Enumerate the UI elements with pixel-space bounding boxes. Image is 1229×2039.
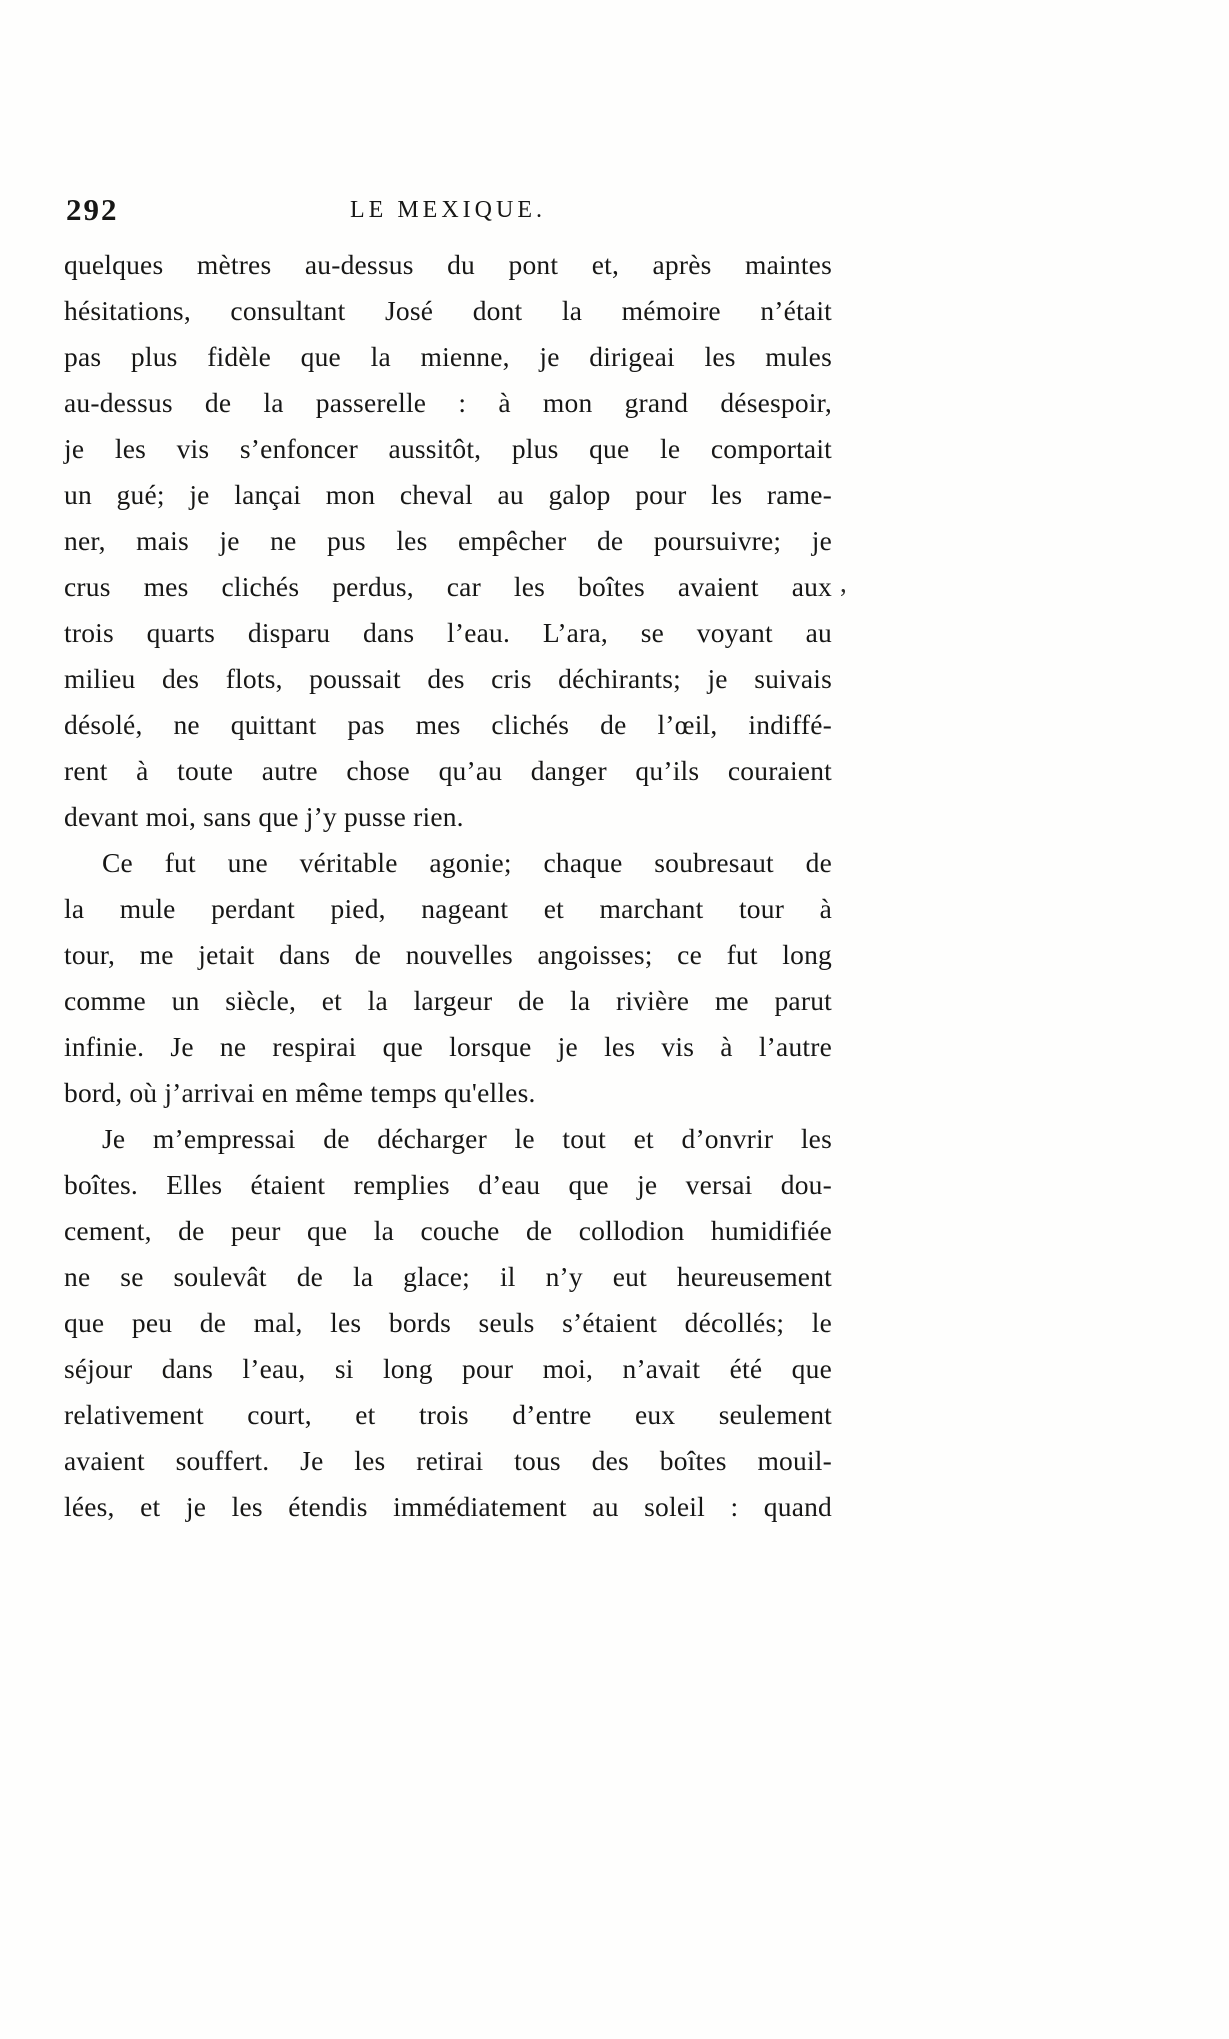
- page-header: [64, 192, 832, 242]
- text-line: séjour dans l’eau, si long pour moi, n’avait été que: [64, 1353, 832, 1384]
- text-line: infinie. Je ne respirai que lorsque je les vis à l’autre: [64, 1031, 832, 1062]
- text-line: hésitations, consultant José dont la mémoire n’était: [64, 295, 832, 326]
- text-line: désolé, ne quittant pas mes clichés de l’œil, indiffé-: [64, 709, 832, 740]
- text-line: trois quarts disparu dans l’eau. L’ara, se voyant au: [64, 617, 832, 648]
- text-line: cement, de peur que la couche de collodion humidifiée: [64, 1215, 832, 1246]
- text-line: que peu de mal, les bords seuls s’étaient décollés; le: [64, 1307, 832, 1338]
- text-line: boîtes. Elles étaient remplies d’eau que je versai dou-: [64, 1169, 832, 1200]
- margin-stray-mark: ,: [840, 568, 847, 598]
- text-line: devant moi, sans que j’y pusse rien.: [64, 801, 464, 832]
- text-line: lées, et je les étendis immédiatement au soleil : quand: [64, 1491, 832, 1522]
- text-block: [64, 192, 847, 1530]
- text-line: crus mes clichés perdus, car les boîtes avaient aux: [64, 571, 832, 602]
- text-line: bord, où j’arrivai en même temps qu'elles.: [64, 1077, 536, 1108]
- text-line: comme un siècle, et la largeur de la rivière me parut: [64, 985, 832, 1016]
- text-line: Je m’empressai de décharger le tout et d’onvrir les: [102, 1123, 832, 1154]
- text-line: ner, mais je ne pus les empêcher de poursuivre; je: [64, 525, 832, 556]
- text-line: un gué; je lançai mon cheval au galop pour les rame-: [64, 479, 832, 510]
- page-number: 292: [66, 192, 119, 227]
- text-line: quelques mètres au-dessus du pont et, après maintes: [64, 249, 832, 280]
- text-line: avaient souffert. Je les retirai tous des boîtes mouil-: [64, 1445, 832, 1476]
- running-title: LE MEXIQUE.: [350, 197, 546, 223]
- text-line: au-dessus de la passerelle : à mon grand désespoir,: [64, 387, 832, 418]
- text-line: pas plus fidèle que la mienne, je dirigeai les mules: [64, 341, 832, 372]
- text-line: la mule perdant pied, nageant et marchant tour à: [64, 893, 832, 924]
- text-line: milieu des flots, poussait des cris déchirants; je suivais: [64, 663, 832, 694]
- text-line: je les vis s’enfoncer aussitôt, plus que le comportait: [64, 433, 832, 464]
- text-line: Ce fut une véritable agonie; chaque soubresaut de: [102, 847, 832, 878]
- text-line: tour, me jetait dans de nouvelles angoisses; ce fut long: [64, 939, 832, 970]
- text-line: rent à toute autre chose qu’au danger qu’ils couraient: [64, 755, 832, 786]
- text-line: relativement court, et trois d’entre eux seulement: [64, 1399, 832, 1430]
- body-text: [64, 242, 832, 1530]
- text-line: ne se soulevât de la glace; il n’y eut heureusement: [64, 1261, 832, 1292]
